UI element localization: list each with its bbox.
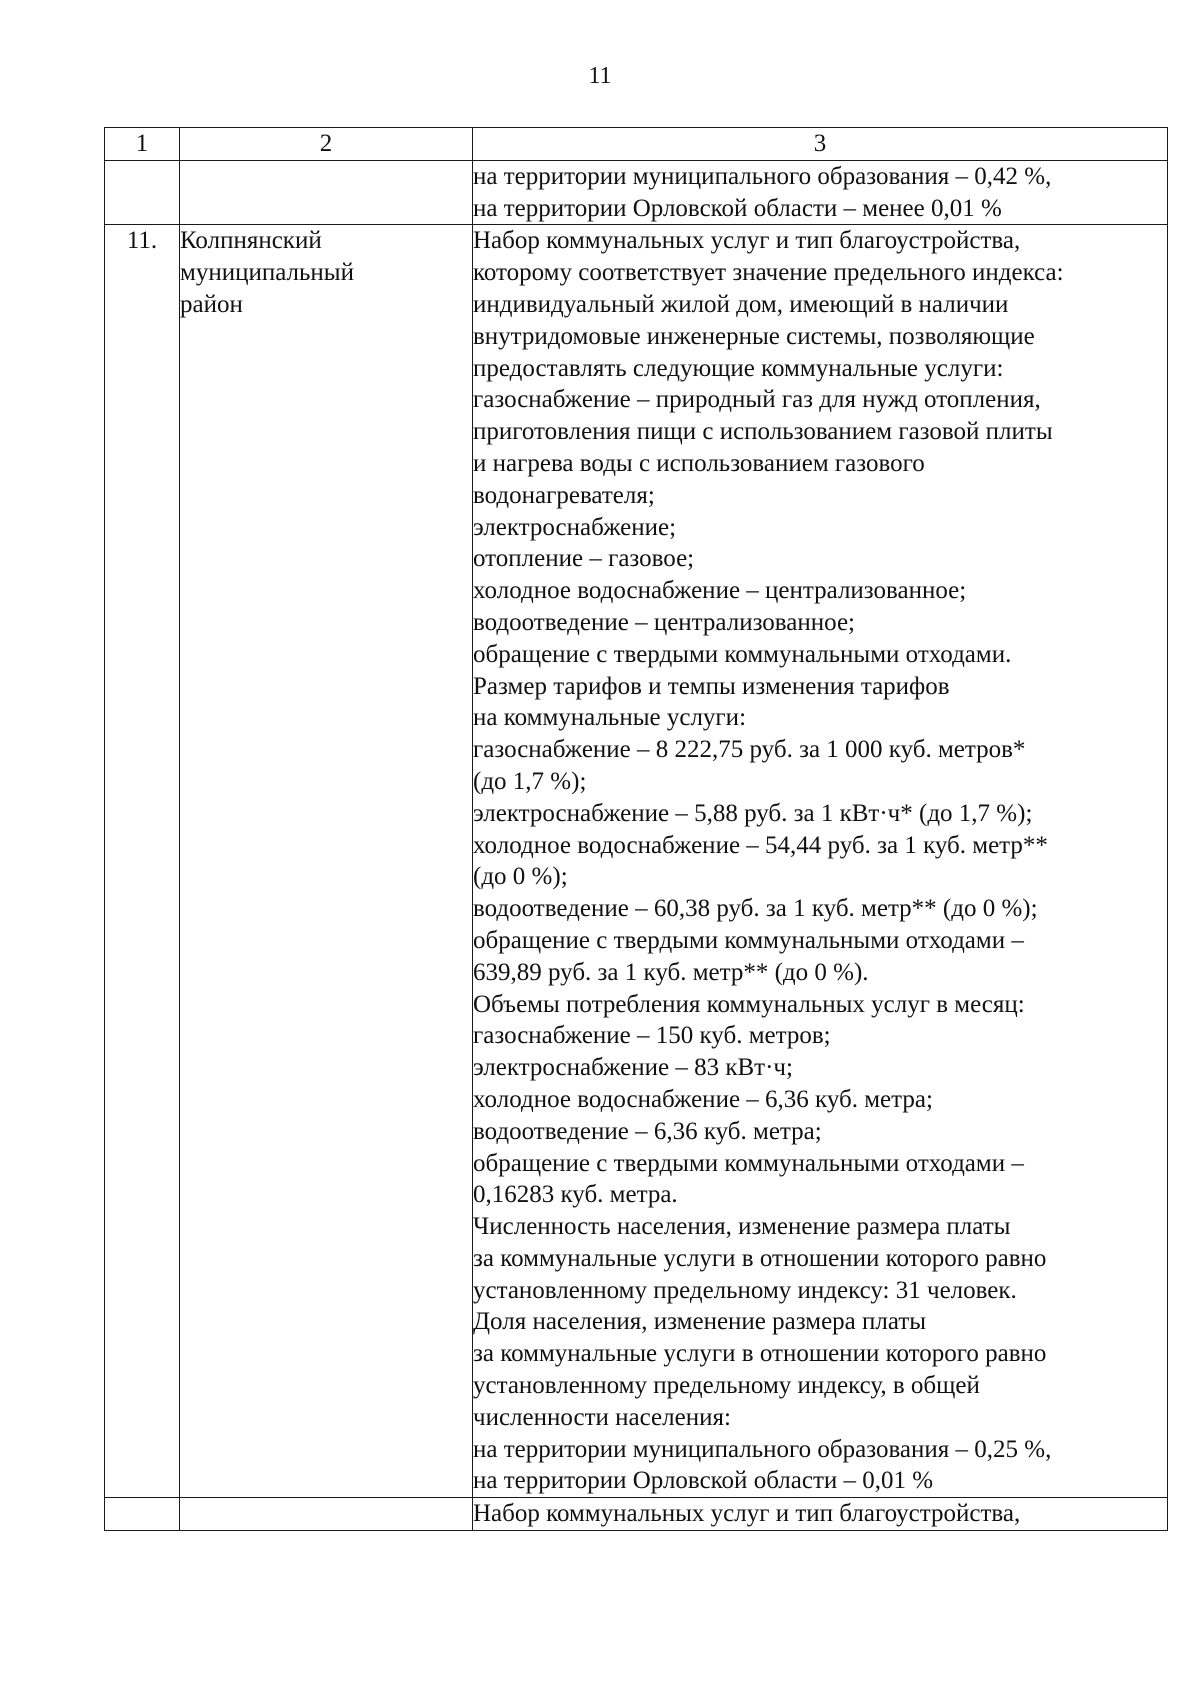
municipality-name-line: Колпнянский <box>180 227 322 255</box>
details-line: отопление – газовое; <box>473 545 695 573</box>
details-line: водоотведение – централизованное; <box>473 608 855 636</box>
details-line: численности населения: <box>473 1403 731 1431</box>
details-line: водонагревателя; <box>473 481 655 509</box>
details-line: обращение с твердыми коммунальными отходами – <box>473 926 1024 954</box>
details-line: водоотведение – 6,36 куб. метра; <box>473 1117 822 1145</box>
document-table <box>104 127 1168 1531</box>
details-line: установленному предельному индексу: 31 человек. <box>473 1276 1017 1304</box>
details-line: за коммунальные услуги в отношении которого равно <box>473 1244 1047 1272</box>
details-line: на территории Орловской области – менее 0,01 % <box>473 194 1002 222</box>
details-line: 639,89 руб. за 1 куб. метр** (до 0 %). <box>473 958 869 986</box>
details-line: Набор коммунальных услуг и тип благоустройства, <box>473 1500 1021 1528</box>
details-line: электроснабжение – 5,88 руб. за 1 кВт·ч* (до 1,7 %); <box>473 799 1033 827</box>
details-line: за коммунальные услуги в отношении которого равно <box>473 1340 1047 1368</box>
details-line: установленному предельному индексу, в общей <box>473 1372 980 1400</box>
table-row-continuation-top <box>105 160 1168 225</box>
details-line: газоснабжение – 8 222,75 руб. за 1 000 куб. метров* <box>473 736 1026 764</box>
details-line: на территории муниципального образования – 0,42 %, <box>473 162 1052 190</box>
details-line: и нагрева воды с использованием газового <box>473 449 925 477</box>
details-line: внутридомовые инженерные системы, позволяющие <box>473 322 1035 350</box>
details-line: обращение с твердыми коммунальными отходами – <box>473 1149 1024 1177</box>
details-line: электроснабжение – 83 кВт·ч; <box>473 1054 793 1082</box>
municipality-cell <box>180 160 473 225</box>
details-line: (до 0 %); <box>473 863 568 891</box>
table-row-continuation-bottom <box>105 1498 1168 1531</box>
details-line: Набор коммунальных услуг и тип благоустройства, <box>473 227 1021 255</box>
details-line: Численность населения, изменение размера платы <box>473 1213 1011 1241</box>
details-line: электроснабжение; <box>473 513 677 541</box>
details-line: которому соответствует значение предельного индекса: <box>473 259 1064 287</box>
details-line: обращение с твердыми коммунальными отходами. <box>473 640 1012 668</box>
column-header-3: 3 <box>473 128 1168 161</box>
municipality-name-line: район <box>180 290 243 318</box>
page-number: 11 <box>588 63 612 89</box>
row-number-cell <box>105 1498 180 1531</box>
details-line: индивидуальный жилой дом, имеющий в наличии <box>473 290 1009 318</box>
details-line: газоснабжение – природный газ для нужд отопления, <box>473 386 1041 414</box>
details-line: на территории муниципального образования – 0,25 %, <box>473 1435 1052 1463</box>
row-number-cell <box>105 160 180 225</box>
details-cell <box>473 160 1168 225</box>
details-cell <box>473 1498 1168 1531</box>
details-line: приготовления пищи с использованием газовой плиты <box>473 418 1053 446</box>
details-line: Объемы потребления коммунальных услуг в месяц: <box>473 990 1025 1018</box>
details-line: на коммунальные услуги: <box>473 704 747 732</box>
details-line: (до 1,7 %); <box>473 767 587 795</box>
details-line: 0,16283 куб. метра. <box>473 1181 678 1209</box>
table-row-11 <box>105 225 1168 1498</box>
details-line: холодное водоснабжение – 6,36 куб. метра; <box>473 1085 933 1113</box>
column-header-2: 2 <box>180 128 473 161</box>
details-line: газоснабжение – 150 куб. метров; <box>473 1022 831 1050</box>
details-line: Размер тарифов и темпы изменения тарифов <box>473 672 950 700</box>
details-line: холодное водоснабжение – 54,44 руб. за 1 куб. метр** <box>473 831 1048 859</box>
row-number-cell: 11. <box>105 225 180 1498</box>
details-cell <box>473 225 1168 1498</box>
municipality-name-line: муниципальный <box>180 259 354 287</box>
table-header-row <box>105 128 1168 161</box>
column-header-1: 1 <box>105 128 180 161</box>
details-line: водоотведение – 60,38 руб. за 1 куб. метр** (до 0 %); <box>473 895 1038 923</box>
details-line: Доля населения, изменение размера платы <box>473 1308 927 1336</box>
municipality-cell <box>180 1498 473 1531</box>
municipality-cell <box>180 225 473 1498</box>
details-line: холодное водоснабжение – централизованное; <box>473 577 967 605</box>
details-line: предоставлять следующие коммунальные услуги: <box>473 354 1004 382</box>
details-line: на территории Орловской области – 0,01 % <box>473 1467 934 1495</box>
